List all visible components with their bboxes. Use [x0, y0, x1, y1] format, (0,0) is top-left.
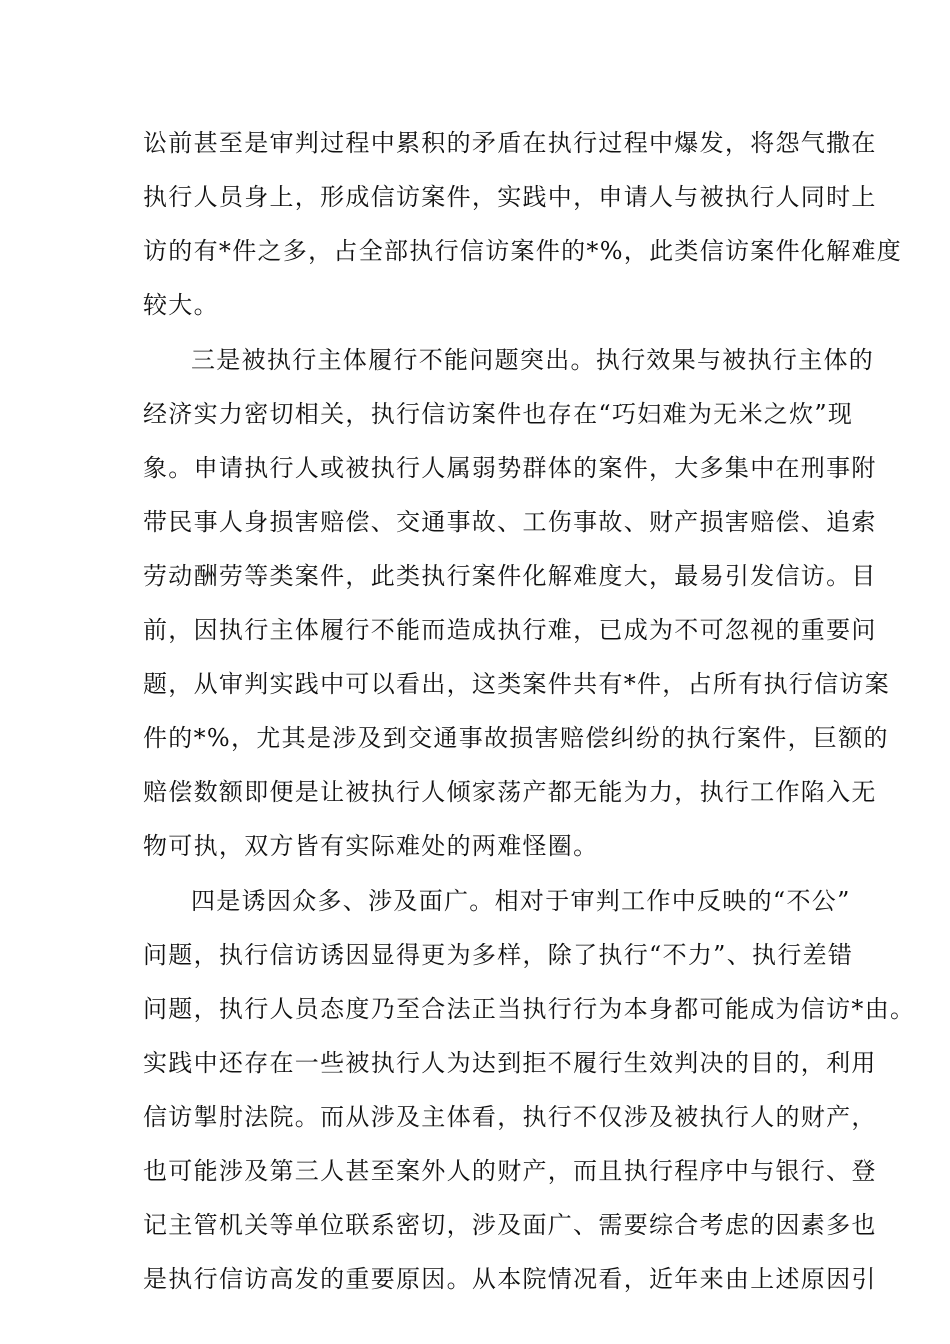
- text-line: 前，因执行主体履行不能而造成执行难，已成为不可忽视的重要问: [143, 616, 877, 644]
- text-line: 劳动酬劳等类案件，此类执行案件化解难度大，最易引发信访。目: [143, 562, 877, 590]
- text-line: 问题，执行人员态度乃至合法正当执行行为本身都可能成为信访*由。: [143, 995, 916, 1023]
- text-line: 访的有*件之多，占全部执行信访案件的*%，此类信访案件化解难度: [143, 237, 903, 265]
- text-line: 经济实力密切相关，执行信访案件也存在“巧妇难为无米之炊”现: [143, 400, 854, 428]
- text-line: 题，从审判实践中可以看出，这类案件共有*件，占所有执行信访案: [143, 670, 890, 698]
- text-line: 也可能涉及第三人甚至案外人的财产，而且执行程序中与银行、登: [143, 1157, 877, 1185]
- text-line: 实践中还存在一些被执行人为达到拒不履行生效判决的目的，利用: [143, 1049, 877, 1077]
- text-line: 问题，执行信访诱因显得更为多样，除了执行“不力”、执行差错: [143, 941, 854, 969]
- paragraph-start-line: 三是被执行主体履行不能问题突出。执行效果与被执行主体的: [191, 346, 875, 374]
- text-line: 讼前甚至是审判过程中累积的矛盾在执行过程中爆发，将怨气撒在: [143, 129, 877, 157]
- text-line: 件的*%，尤其是涉及到交通事故损害赔偿纠纷的执行案件，巨额的: [143, 724, 889, 752]
- text-line: 赔偿数额即便是让被执行人倾家荡产都无能为力，执行工作陷入无: [143, 778, 877, 806]
- text-line: 是执行信访高发的重要原因。从本院情况看，近年来由上述原因引: [143, 1265, 877, 1293]
- text-line: 信访掣肘法院。而从涉及主体看，执行不仅涉及被执行人的财产，: [143, 1103, 877, 1131]
- text-line: 带民事人身损害赔偿、交通事故、工伤事故、财产损害赔偿、追索: [143, 508, 877, 536]
- text-line: 较大。: [143, 291, 219, 319]
- text-line: 物可执，双方皆有实际难处的两难怪圈。: [143, 832, 599, 860]
- text-line: 执行人员身上，形成信访案件，实践中，申请人与被执行人同时上: [143, 183, 877, 211]
- text-line: 记主管机关等单位联系密切，涉及面广、需要综合考虑的因素多也: [143, 1211, 877, 1239]
- paragraph-start-line: 四是诱因众多、涉及面广。相对于审判工作中反映的“不公”: [191, 887, 851, 915]
- text-line: 象。申请执行人或被执行人属弱势群体的案件，大多集中在刑事附: [143, 454, 877, 482]
